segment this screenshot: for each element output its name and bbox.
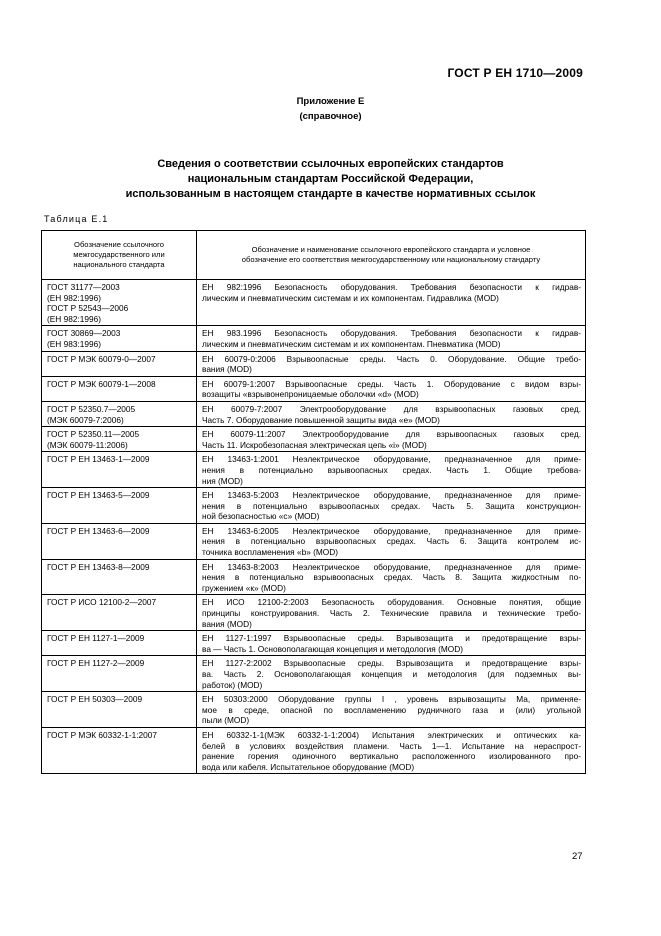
cell-line: обозначение его соответствия межгосударственному или национальному стандарту: [241, 255, 541, 264]
european-standard-cell: [197, 631, 586, 656]
cell-line: Обозначение ссылочного: [74, 240, 164, 249]
table-row: [42, 692, 586, 728]
european-standard-cell: [197, 692, 586, 728]
table-row: [42, 523, 586, 559]
cell-line: ва — Часть 1. Основополагающая концепция и методология (MOD): [202, 643, 463, 654]
table-row: [42, 727, 586, 773]
cell-line: (ЕН 982:1996): [47, 313, 101, 324]
header-european-standard: [197, 231, 586, 280]
cell-line: нения в потенциально взрывоопасных средах. Часть 6. Защита контролем ис-: [202, 536, 581, 547]
national-standard-cell: [42, 452, 197, 488]
table-row: [42, 427, 586, 452]
cell-line: вания (MOD): [202, 364, 252, 375]
european-standard-cell: [197, 427, 586, 452]
cell-line: (ЕН 983:1996): [47, 338, 101, 349]
cell-line: (ЕН 982:1996): [47, 292, 101, 303]
european-standard-cell: [197, 523, 586, 559]
cell-line: (МЭК 60079-7:2006): [47, 414, 124, 425]
cell-line: Обозначение и наименование ссылочного европейского стандарта и условное: [251, 245, 531, 254]
european-standard-cell: [197, 488, 586, 524]
national-standard-cell: [42, 488, 197, 524]
table-row: [42, 559, 586, 595]
cell-line: ГОСТ Р 52350.7—2005: [47, 403, 136, 414]
section-title-line-1: Сведения о соответствии ссылочных европейских стандартов: [157, 158, 504, 170]
european-standard-cell: [197, 326, 586, 351]
page-number: 27: [572, 851, 583, 862]
cell-line: точника воспламенения «b» (MOD): [202, 547, 338, 558]
cell-line: (МЭК 60079-11:2006): [47, 439, 128, 450]
cell-line: принципы конструирования. Часть 2. Технические правила и технические требо-: [202, 608, 581, 619]
cell-line: ЕН 13463-6:2005 Неэлектрическое оборудование, предназначенное для приме-: [202, 525, 581, 536]
table-row: [42, 488, 586, 524]
national-standard-cell: [42, 326, 197, 351]
table-row: [42, 401, 586, 426]
cell-line: вода или кабеля. Испытательное оборудование (MOD): [202, 761, 415, 772]
table-row: [42, 351, 586, 376]
european-standard-cell: [197, 351, 586, 376]
cell-line: ЕН ИСО 12100-2:2003 Безопасность оборудования. Основные понятия, общие: [202, 597, 581, 608]
cell-line: ЕН 13463-5:2003 Неэлектрическое оборудование, предназначенное для приме-: [202, 490, 581, 501]
cell-line: мое в среде, опасной по воспламенению рудничного газа и (или) угольной: [202, 704, 581, 715]
national-standard-cell: [42, 280, 197, 326]
cell-line: ЕН 60332-1-1(МЭК 60332-1-1:2004) Испытания электрических и оптических ка-: [202, 729, 581, 740]
cell-line: ЕН 13463-1:2001 Неэлектрическое оборудование, предназначенное для приме-: [202, 454, 581, 465]
table-row: [42, 631, 586, 656]
cell-line: работок) (MOD): [202, 679, 263, 690]
cell-line: белей в условиях воздействия пламени. Часть 1—1. Испытание на нераспрост-: [202, 740, 581, 751]
cell-line: нения в потенциально взрывоопасных средах. Часть 8. Защита жидкостным по-: [202, 572, 581, 583]
cell-line: национального стандарта: [73, 260, 165, 269]
european-standard-cell: [197, 656, 586, 692]
national-standard-cell: [42, 692, 197, 728]
cell-line: гружением «к» (MOD): [202, 582, 286, 593]
national-standard-cell: [42, 631, 197, 656]
document-code: ГОСТ Р ЕН 1710—2009: [447, 66, 583, 80]
section-title-line-2: национальным стандартам Российской Федерации,: [187, 173, 474, 185]
national-standard-cell: [42, 401, 197, 426]
cell-line: ГОСТ Р ЕН 1127-1—2009: [47, 633, 145, 644]
national-standard-cell: [42, 727, 197, 773]
european-standard-cell: [197, 401, 586, 426]
cell-line: лическим и пневматическим системам и их компонентам. Пневматика (MOD): [202, 338, 501, 349]
cell-line: ГОСТ 31177—2003: [47, 282, 120, 292]
table-row: [42, 376, 586, 401]
european-standard-cell: [197, 452, 586, 488]
cell-line: ЕН 1127-1:1997 Взрывоопасные среды. Взрывозащита и предотвращение взры-: [202, 633, 581, 644]
cell-line: ЕН 1127-2:2002 Взрывоопасные среды. Взрывозащита и предотвращение взры-: [202, 658, 581, 669]
table-row: [42, 656, 586, 692]
cell-line: пыли (MOD): [202, 715, 250, 726]
appendix-type: (справочное): [299, 111, 362, 122]
cell-line: Часть 11. Искробезопасная электрическая цепь «i» (MOD): [202, 439, 427, 450]
cell-line: ГОСТ Р МЭК 60332-1-1:2007: [47, 729, 158, 740]
national-standard-cell: [42, 523, 197, 559]
cell-line: ранение горения одиночного вертикально расположенного изолированного про-: [202, 751, 581, 762]
table-row: [42, 326, 586, 351]
table-label: Таблица Е.1: [44, 214, 109, 224]
cell-line: ЕН 60079-1:2007 Взрывоопасные среды. Часть 1. Оборудование с видом взры-: [202, 378, 581, 389]
cell-line: ГОСТ Р ИСО 12100-2—2007: [47, 597, 157, 608]
cell-line: ния (MOD): [202, 475, 243, 486]
european-standard-cell: [197, 559, 586, 595]
cell-line: ГОСТ Р МЭК 60079-0—2007: [47, 353, 156, 364]
standards-correspondence-table: [41, 230, 586, 774]
cell-line: нения в потенциально взрывоопасных средах. Часть 1. Общие требова-: [202, 464, 581, 475]
appendix-heading: [0, 94, 661, 124]
cell-line: ЕН 982:1996 Безопасность оборудования. Требования безопасности к гидрав-: [202, 282, 581, 292]
cell-line: ГОСТ Р 52350.11—2005: [47, 429, 140, 440]
cell-line: межгосударственного или: [73, 250, 165, 259]
cell-line: ГОСТ Р ЕН 13463-1—2009: [47, 454, 150, 465]
section-title-line-3: использованным в настоящем стандарте в качестве нормативных ссылок: [125, 188, 536, 200]
cell-line: ЕН 13463-8:2003 Неэлектрическое оборудование, предназначенное для приме-: [202, 561, 581, 572]
cell-line: ной безопасностью «с» (MOD): [202, 511, 320, 522]
cell-line: вания (MOD): [202, 618, 252, 629]
cell-line: ЕН 60079-0:2006 Взрывоопасные среды. Часть 0. Оборудование. Общие требо-: [202, 353, 581, 364]
cell-line: лическим и пневматическим системам и их компонентам. Гидравлика (MOD): [202, 292, 499, 303]
cell-line: ГОСТ Р 52543—2006: [47, 303, 129, 314]
cell-line: Часть 7. Оборудование повышенной защиты вида «е» (MOD): [202, 414, 440, 425]
cell-line: ГОСТ Р ЕН 13463-6—2009: [47, 525, 150, 536]
table-body: [42, 280, 586, 774]
national-standard-cell: [42, 376, 197, 401]
appendix-title: Приложение Е: [296, 96, 365, 107]
cell-line: нения в потенциально взрывоопасных средах. Часть 5. Защита конструкцион-: [202, 500, 581, 511]
cell-line: ГОСТ Р ЕН 1127-2—2009: [47, 658, 145, 669]
european-standard-cell: [197, 376, 586, 401]
cell-line: ГОСТ Р ЕН 13463-5—2009: [47, 490, 150, 501]
european-standard-cell: [197, 280, 586, 326]
header-national-standard: [42, 231, 197, 280]
table-row: [42, 452, 586, 488]
cell-line: ЕН 60079-11:2007 Электрооборудование для взрывоопасных газовых сред.: [202, 429, 581, 440]
table-row: [42, 280, 586, 326]
european-standard-cell: [197, 595, 586, 631]
cell-line: ГОСТ Р ЕН 50303—2009: [47, 694, 143, 705]
national-standard-cell: [42, 559, 197, 595]
cell-line: ГОСТ 30869—2003: [47, 328, 121, 339]
cell-line: ЕН 983.1996 Безопасность оборудования. Требования безопасности к гидрав-: [202, 328, 581, 339]
national-standard-cell: [42, 351, 197, 376]
national-standard-cell: [42, 595, 197, 631]
cell-line: ЕН 50303:2000 Оборудование группы I , уровень взрывозащиты Ма, применяе-: [202, 694, 581, 705]
national-standard-cell: [42, 656, 197, 692]
cell-line: ЕН 60079-7:2007 Электрооборудование для взрывоопасных газовых сред.: [202, 403, 581, 414]
cell-line: ва. Часть 2. Основополагающая концепция и методология (для подземных вы-: [202, 669, 581, 679]
national-standard-cell: [42, 427, 197, 452]
cell-line: ГОСТ Р ЕН 13463-8—2009: [47, 561, 150, 572]
cell-line: ГОСТ Р МЭК 60079-1—2008: [47, 378, 156, 389]
table-header-row: [42, 231, 586, 280]
european-standard-cell: [197, 727, 586, 773]
cell-line: возащиты «взрывонепроницаемые оболочки «d» (MOD): [202, 389, 419, 400]
table-row: [42, 595, 586, 631]
section-title: [0, 157, 661, 202]
